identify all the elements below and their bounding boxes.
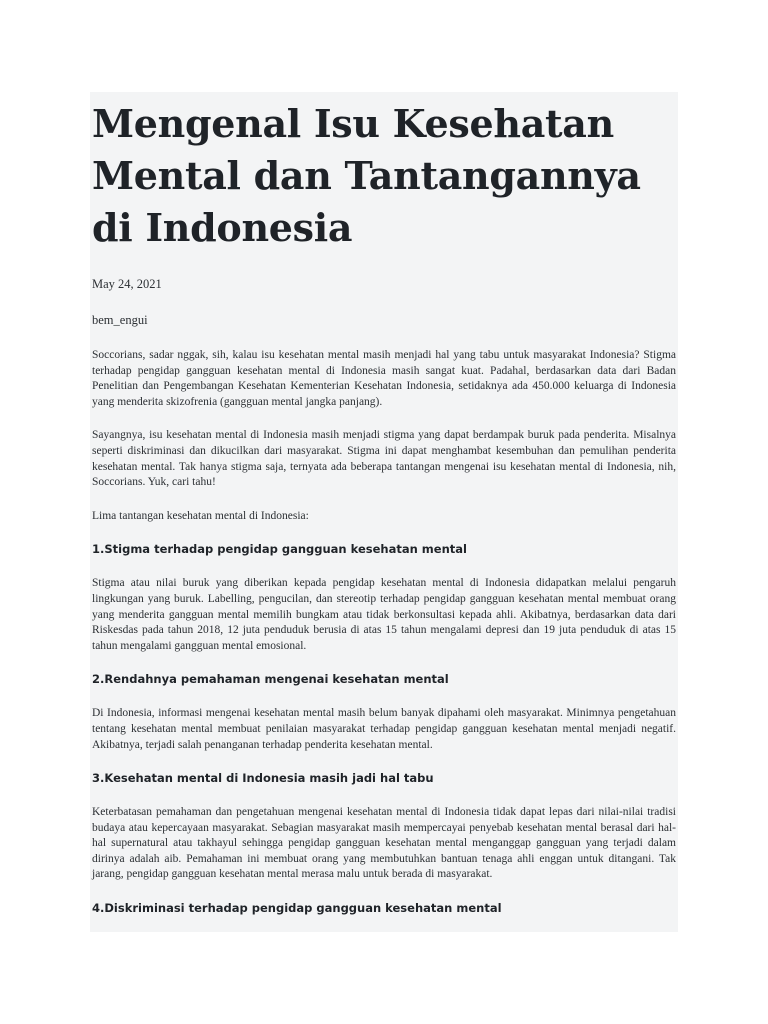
document-page bbox=[90, 92, 678, 932]
section-body-1: Stigma atau nilai buruk yang diberikan kepada pengidap kesehatan mental di Indonesia didapatkan melalui pengaruh lingkungan yang buruk. Labelling, pengucilan, dan stereotip terhadap pengidap gangguan kesehatan mental membuat orang yang menderita gangguan mental memilih bungkam atau tidak berkonsultasi kepada ahli. Akibatnya, berdasarkan data dari Riskesdas pada tahun 2018, 12 juta penduduk berusia di atas 15 tahun mengalami depresi dan 19 juta penduduk di atas 15 tahun mengalami gangguan mental emosional. bbox=[92, 577, 676, 652]
intro-paragraph-1: Soccorians, sadar nggak, sih, kalau isu kesehatan mental masih menjadi hal yang tabu untuk masyarakat Indonesia? Stigma terhadap pengidap gangguan kesehatan mental di Indonesia masih sangat kuat. Padahal, berdasarkan data dari Badan Penelitian dan Pengembangan Kesehatan Kementerian Kesehatan Indonesia, setidaknya ada 450.000 keluarga di Indonesia yang menderita skizofrenia (gangguan mental jangka panjang). bbox=[92, 349, 676, 408]
article-date: May 24, 2021 bbox=[92, 277, 162, 291]
intro-paragraph-2: Sayangnya, isu kesehatan mental di Indonesia masih menjadi stigma yang dapat berdampak buruk pada penderita. Misalnya seperti diskriminasi dan dikucilkan dari masyarakat. Stigma ini dapat menghambat kesembuhan dan pemulihan penderita kesehatan mental. Tak hanya stigma saja, ternyata ada beberapa tantangan mengenai isu kesehatan mental di Indonesia, nih, Soccorians. Yuk, cari tahu! bbox=[92, 429, 676, 489]
article-content bbox=[90, 92, 678, 916]
section-heading-3: 3.Kesehatan mental di Indonesia masih jadi hal tabu bbox=[92, 771, 434, 786]
article-author: bem_engui bbox=[92, 313, 148, 327]
intro-paragraph-3: Lima tantangan kesehatan mental di Indonesia: bbox=[92, 509, 309, 522]
section-heading-2: 2.Rendahnya pemahaman mengenai kesehatan mental bbox=[92, 672, 449, 687]
section-heading-4: 4.Diskriminasi terhadap pengidap gangguan kesehatan mental bbox=[92, 901, 502, 916]
section-heading-1: 1.Stigma terhadap pengidap gangguan kesehatan mental bbox=[92, 542, 467, 557]
article-title: Mengenal Isu Kesehatan Mental dan Tantangannya di Indonesia bbox=[92, 101, 641, 250]
section-body-2: Di Indonesia, informasi mengenai kesehatan mental masih belum banyak dipahami oleh masyarakat. Minimnya pengetahuan tentang kesehatan mental membuat penilaian masyarakat terhadap pengidap gangguan kesehatan mental menjadi negatif. Akibatnya, terjadi salah penanganan terhadap penderita kesehatan mental. bbox=[92, 707, 676, 751]
section-body-3: Keterbatasan pemahaman dan pengetahuan mengenai kesehatan mental di Indonesia tidak dapat lepas dari nilai-nilai tradisi budaya atau kepercayaan masyarakat. Sebagian masyarakat masih mempercayai penyebab kesehatan mental berasal dari hal-hal supernatural atau takhayul sehingga pengidap gangguan kesehatan mental menganggap gangguan yang terjadi dalam dirinya adalah aib. Pemahaman ini membuat orang yang membutuhkan bantuan tenaga ahli enggan untuk ditangani. Tak jarang, pengidap gangguan kesehatan mental merasa malu untuk berada di masyarakat. bbox=[92, 806, 676, 881]
